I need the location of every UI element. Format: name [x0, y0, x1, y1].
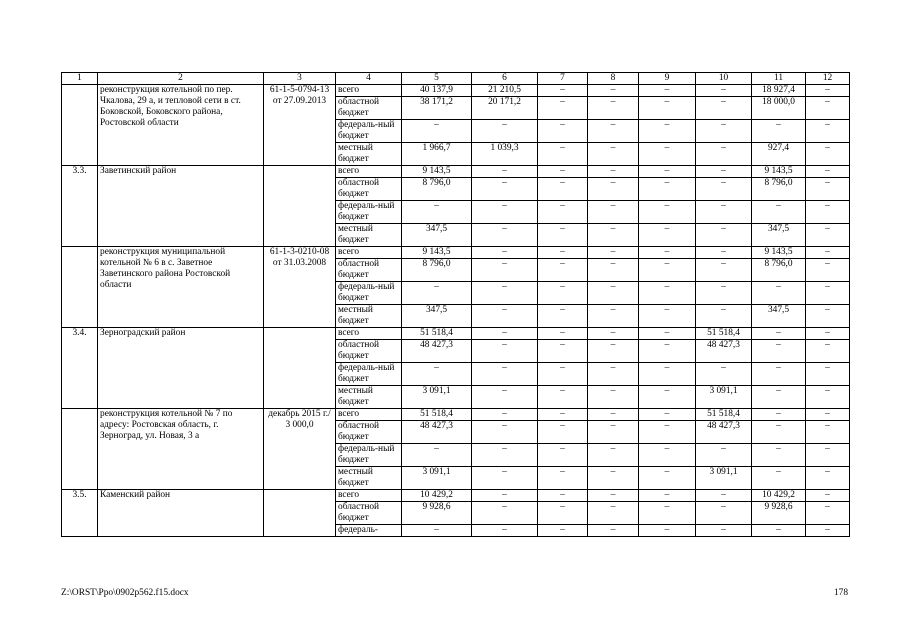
value-cell: – [752, 328, 806, 340]
value-cell: – [639, 409, 696, 421]
value-cell: 21 210,5 [472, 85, 538, 97]
value-cell: 48 427,3 [402, 421, 472, 444]
funding-source: областной бюджет [336, 178, 402, 201]
value-cell: – [538, 409, 588, 421]
funding-source: областной бюджет [336, 502, 402, 525]
column-header: 12 [806, 73, 850, 85]
value-cell: – [588, 502, 639, 525]
column-header: 7 [538, 73, 588, 85]
column-header: 11 [752, 73, 806, 85]
funding-source: всего [336, 490, 402, 502]
row-number: 3.4. [62, 328, 98, 409]
value-cell: – [538, 386, 588, 409]
value-cell: – [472, 305, 538, 328]
object-name: реконструкция муниципальной котельной № 6 в с. Заветное Заветинского района Ростовской области [98, 247, 264, 328]
value-cell: – [588, 178, 639, 201]
object-name: Заветинский район [98, 166, 264, 247]
table-row [62, 85, 850, 97]
row-number [62, 409, 98, 490]
value-cell: – [472, 525, 538, 537]
column-header: 2 [98, 73, 264, 85]
value-cell: – [696, 201, 752, 224]
column-header: 4 [336, 73, 402, 85]
column-header: 8 [588, 73, 639, 85]
value-cell: – [472, 340, 538, 363]
value-cell: – [806, 178, 850, 201]
table-row [62, 409, 850, 421]
funding-source: областной бюджет [336, 421, 402, 444]
value-cell: – [752, 363, 806, 386]
value-cell: – [402, 282, 472, 305]
table-row [62, 247, 850, 259]
value-cell: – [639, 201, 696, 224]
value-cell: – [806, 120, 850, 143]
value-cell: – [639, 525, 696, 537]
funding-source: всего [336, 409, 402, 421]
funding-source: федераль-ный бюджет [336, 444, 402, 467]
value-cell: 8 796,0 [752, 178, 806, 201]
value-cell: 9 143,5 [752, 166, 806, 178]
value-cell: – [588, 201, 639, 224]
value-cell: – [472, 282, 538, 305]
value-cell: – [402, 444, 472, 467]
value-cell: – [538, 120, 588, 143]
value-cell: – [752, 409, 806, 421]
funding-source: местный бюджет [336, 224, 402, 247]
value-cell: – [639, 328, 696, 340]
column-header: 9 [639, 73, 696, 85]
value-cell: 51 518,4 [402, 409, 472, 421]
value-cell: – [588, 247, 639, 259]
funding-source: федераль-ный бюджет [336, 363, 402, 386]
value-cell: – [752, 282, 806, 305]
funding-source: федераль-ный бюджет [336, 120, 402, 143]
value-cell: – [538, 340, 588, 363]
value-cell: – [696, 363, 752, 386]
value-cell: – [639, 502, 696, 525]
funding-source: областной бюджет [336, 259, 402, 282]
value-cell: 3 091,1 [402, 386, 472, 409]
funding-source: местный бюджет [336, 467, 402, 490]
value-cell: – [588, 97, 639, 120]
value-cell: – [696, 143, 752, 166]
value-cell: – [588, 444, 639, 467]
value-cell: 3 091,1 [402, 467, 472, 490]
value-cell: – [538, 444, 588, 467]
row-number [62, 247, 98, 328]
value-cell: – [806, 282, 850, 305]
expertise-code: декабрь 2015 г./ 3 000,0 [264, 409, 336, 490]
value-cell: – [538, 97, 588, 120]
value-cell: 347,5 [402, 224, 472, 247]
value-cell: – [806, 224, 850, 247]
expertise-code [264, 166, 336, 247]
value-cell: – [639, 386, 696, 409]
value-cell: – [538, 178, 588, 201]
value-cell: – [588, 282, 639, 305]
funding-source: всего [336, 85, 402, 97]
value-cell: – [472, 467, 538, 490]
value-cell: – [538, 421, 588, 444]
expertise-code [264, 328, 336, 409]
object-name: Каменский район [98, 490, 264, 537]
value-cell: – [588, 120, 639, 143]
value-cell: 9 143,5 [402, 166, 472, 178]
value-cell: – [806, 85, 850, 97]
value-cell: 8 796,0 [752, 259, 806, 282]
value-cell: – [588, 467, 639, 490]
row-number [62, 85, 98, 166]
funding-source: федераль-ный бюджет [336, 282, 402, 305]
table-row [62, 328, 850, 340]
value-cell: – [806, 421, 850, 444]
funding-source: местный бюджет [336, 386, 402, 409]
object-name: реконструкция котельной по пер. Чкалова, 29 а, и тепловой сети в ст. Боковской, Боковского района, Ростовской области [98, 85, 264, 166]
value-cell: 3 091,1 [696, 386, 752, 409]
value-cell: 10 429,2 [402, 490, 472, 502]
value-cell: 347,5 [752, 305, 806, 328]
expertise-code [264, 490, 336, 537]
value-cell: – [402, 525, 472, 537]
value-cell: – [696, 305, 752, 328]
funding-source: всего [336, 328, 402, 340]
value-cell: 20 171,2 [472, 97, 538, 120]
value-cell: – [588, 259, 639, 282]
value-cell: – [538, 166, 588, 178]
value-cell: – [696, 502, 752, 525]
value-cell: – [696, 166, 752, 178]
value-cell: – [806, 340, 850, 363]
value-cell: 347,5 [752, 224, 806, 247]
column-header: 6 [472, 73, 538, 85]
value-cell: – [752, 467, 806, 490]
value-cell: – [696, 85, 752, 97]
value-cell: – [696, 247, 752, 259]
value-cell: 48 427,3 [696, 421, 752, 444]
funding-source: местный бюджет [336, 305, 402, 328]
funding-source: всего [336, 247, 402, 259]
table-row [62, 490, 850, 502]
value-cell: 40 137,9 [402, 85, 472, 97]
value-cell: – [639, 143, 696, 166]
value-cell: – [472, 120, 538, 143]
value-cell: – [639, 305, 696, 328]
value-cell: 38 171,2 [402, 97, 472, 120]
value-cell: – [472, 421, 538, 444]
object-name: реконструкция котельной № 7 по адресу: Ростовская область, г. Зерноград, ул. Новая, 3 а [98, 409, 264, 490]
value-cell: 9 143,5 [402, 247, 472, 259]
value-cell: – [538, 85, 588, 97]
value-cell: – [472, 224, 538, 247]
value-cell: – [538, 282, 588, 305]
column-header: 1 [62, 73, 98, 85]
value-cell: 9 928,6 [752, 502, 806, 525]
value-cell: 51 518,4 [696, 328, 752, 340]
value-cell: – [472, 363, 538, 386]
value-cell: – [472, 247, 538, 259]
funding-source: областной бюджет [336, 97, 402, 120]
value-cell: – [639, 259, 696, 282]
value-cell: – [538, 363, 588, 386]
value-cell: 1 966,7 [402, 143, 472, 166]
value-cell: 927,4 [752, 143, 806, 166]
value-cell: – [639, 363, 696, 386]
column-header: 3 [264, 73, 336, 85]
funding-source: федераль- [336, 525, 402, 537]
funding-source: всего [336, 166, 402, 178]
value-cell: – [639, 444, 696, 467]
value-cell: 10 429,2 [752, 490, 806, 502]
value-cell: – [696, 120, 752, 143]
value-cell: 3 091,1 [696, 467, 752, 490]
value-cell: 18 927,4 [752, 85, 806, 97]
value-cell: – [806, 97, 850, 120]
value-cell: – [752, 421, 806, 444]
expertise-code: 61-1-3-0210-08 от 31.03.2008 [264, 247, 336, 328]
value-cell: 48 427,3 [696, 340, 752, 363]
value-cell: – [696, 525, 752, 537]
table-row [62, 166, 850, 178]
value-cell: – [806, 363, 850, 386]
value-cell: – [696, 178, 752, 201]
value-cell: – [588, 363, 639, 386]
value-cell: – [538, 224, 588, 247]
value-cell: – [806, 502, 850, 525]
value-cell: – [806, 444, 850, 467]
value-cell: – [806, 143, 850, 166]
value-cell: – [752, 525, 806, 537]
object-name: Зерноградский район [98, 328, 264, 409]
value-cell: – [639, 421, 696, 444]
column-header: 5 [402, 73, 472, 85]
value-cell: 1 039,3 [472, 143, 538, 166]
value-cell: – [472, 502, 538, 525]
value-cell: 8 796,0 [402, 259, 472, 282]
column-header: 10 [696, 73, 752, 85]
value-cell: – [588, 409, 639, 421]
value-cell: – [752, 444, 806, 467]
funding-source: областной бюджет [336, 340, 402, 363]
value-cell: 9 143,5 [752, 247, 806, 259]
value-cell: – [639, 467, 696, 490]
value-cell: – [806, 166, 850, 178]
value-cell: – [588, 490, 639, 502]
value-cell: – [472, 328, 538, 340]
value-cell: – [538, 525, 588, 537]
footer-page-number: 178 [833, 588, 848, 598]
value-cell: – [639, 97, 696, 120]
value-cell: – [588, 340, 639, 363]
value-cell: – [588, 525, 639, 537]
value-cell: 51 518,4 [696, 409, 752, 421]
value-cell: – [472, 259, 538, 282]
value-cell: – [696, 259, 752, 282]
value-cell: – [806, 259, 850, 282]
value-cell: 347,5 [402, 305, 472, 328]
value-cell: – [806, 409, 850, 421]
value-cell: – [639, 166, 696, 178]
value-cell: – [752, 120, 806, 143]
value-cell: – [538, 201, 588, 224]
value-cell: – [538, 259, 588, 282]
value-cell: – [639, 282, 696, 305]
footer-file-path: Z:\ORST\Ppo\0902p562.f15.docx [61, 588, 189, 598]
value-cell: – [806, 247, 850, 259]
value-cell: – [402, 201, 472, 224]
value-cell: – [639, 340, 696, 363]
value-cell: – [538, 502, 588, 525]
value-cell: – [588, 421, 639, 444]
value-cell: – [752, 386, 806, 409]
value-cell: – [588, 386, 639, 409]
value-cell: – [806, 525, 850, 537]
value-cell: – [402, 120, 472, 143]
value-cell: – [588, 85, 639, 97]
value-cell: – [538, 328, 588, 340]
value-cell: – [639, 247, 696, 259]
funding-source: федераль-ный бюджет [336, 201, 402, 224]
funding-source: местный бюджет [336, 143, 402, 166]
value-cell: 8 796,0 [402, 178, 472, 201]
value-cell: – [806, 201, 850, 224]
value-cell: – [588, 328, 639, 340]
value-cell: 48 427,3 [402, 340, 472, 363]
value-cell: – [538, 247, 588, 259]
value-cell: – [696, 97, 752, 120]
value-cell: – [588, 305, 639, 328]
row-number: 3.5. [62, 490, 98, 537]
value-cell: – [806, 305, 850, 328]
value-cell: – [752, 340, 806, 363]
value-cell: – [588, 224, 639, 247]
value-cell: – [806, 490, 850, 502]
value-cell: 51 518,4 [402, 328, 472, 340]
header-row [62, 73, 850, 85]
value-cell: – [639, 224, 696, 247]
value-cell: – [806, 386, 850, 409]
value-cell: – [538, 143, 588, 166]
expertise-code: 61-1-5-0794-13 от 27.09.2013 [264, 85, 336, 166]
value-cell: – [538, 490, 588, 502]
value-cell: – [696, 444, 752, 467]
row-number: 3.3. [62, 166, 98, 247]
value-cell: – [472, 201, 538, 224]
value-cell: – [639, 178, 696, 201]
value-cell: – [696, 224, 752, 247]
budget-table [61, 72, 850, 537]
value-cell: – [806, 467, 850, 490]
value-cell: – [472, 178, 538, 201]
value-cell: – [472, 386, 538, 409]
value-cell: – [752, 201, 806, 224]
value-cell: – [639, 490, 696, 502]
value-cell: – [639, 85, 696, 97]
value-cell: – [472, 444, 538, 467]
value-cell: – [538, 467, 588, 490]
value-cell: – [639, 120, 696, 143]
value-cell: – [472, 166, 538, 178]
value-cell: – [472, 490, 538, 502]
value-cell: 18 000,0 [752, 97, 806, 120]
value-cell: – [696, 490, 752, 502]
value-cell: – [588, 166, 639, 178]
value-cell: – [696, 282, 752, 305]
value-cell: 9 928,6 [402, 502, 472, 525]
value-cell: – [538, 305, 588, 328]
value-cell: – [588, 143, 639, 166]
value-cell: – [472, 409, 538, 421]
value-cell: – [402, 363, 472, 386]
value-cell: – [806, 328, 850, 340]
